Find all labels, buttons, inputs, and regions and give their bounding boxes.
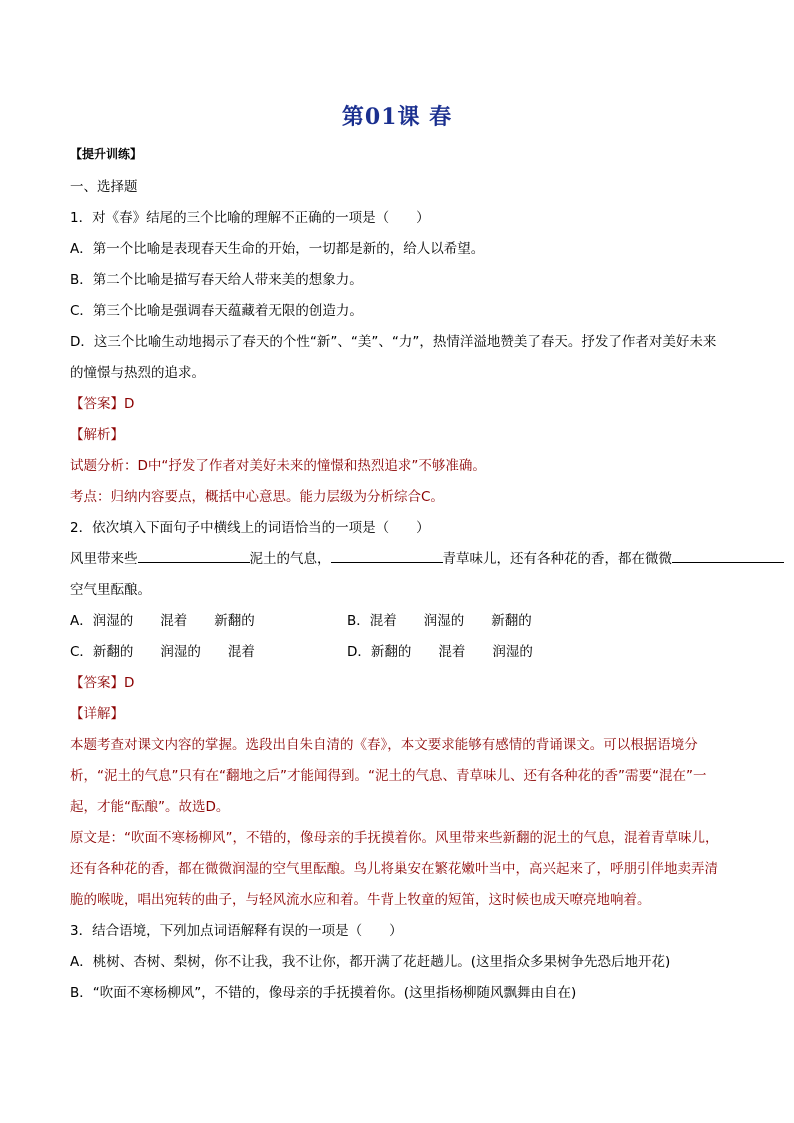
sentence-part-1: 风里带来些 xyxy=(70,551,138,567)
sentence-part-2: 泥土的气息， xyxy=(249,551,331,567)
question-2-option-a: A．润湿的 混着 新翻的 xyxy=(70,613,255,629)
question-1-option-a: A．第一个比喻是表现春天生命的开始，一切都是新的，给人以希望。 xyxy=(70,241,485,257)
question-3-option-b: B．“吹面不寒杨柳风”，不错的，像母亲的手抚摸着你。(这里指杨柳随风飘舞由自在) xyxy=(70,985,577,1001)
sentence-part-3: 青草味儿，还有各种花的香，都在微微 xyxy=(442,551,672,567)
question-1-option-b: B．第二个比喻是描写春天给人带来美的想象力。 xyxy=(70,272,363,288)
question-1-answer: 【答案】D xyxy=(70,396,135,412)
question-3-option-a: A．桃树、杏树、梨树，你不让我，我不让你，都开满了花赶趟儿。(这里指众多果树争先恐后地开花) xyxy=(70,954,671,970)
question-2-option-b: B．混着 润湿的 新翻的 xyxy=(347,613,532,629)
blank-3 xyxy=(672,548,784,563)
question-2-sentence xyxy=(70,544,724,575)
page-title: 第01课 春 xyxy=(341,104,453,130)
question-2-detail-2: 原文是：“吹面不寒杨柳风”，不错的，像母亲的手抚摸着你。风里带来些新翻的泥土的气息，混着青草味儿，还有各种花的香，都在微微润湿的空气里酝酿。鸟儿将巢安在繁花嫩叶当中，高兴起来了，呼朋引伴地卖弄清脆的喉咙，唱出宛转的曲子，与轻风流水应和着。牛背上牧童的短笛，这时候也成天嘹亮地响着。 xyxy=(70,830,719,908)
question-2-option-d: D．新翻的 混着 润湿的 xyxy=(347,644,533,660)
question-2-option-c: C．新翻的 润湿的 混着 xyxy=(70,644,255,660)
question-1-option-d: D．这三个比喻生动地揭示了春天的个性“新”、“美”、“力”，热情洋溢地赞美了春天。抒发了作者对美好未来的憧憬与热烈的追求。 xyxy=(70,334,717,381)
question-2-options-row-2 xyxy=(70,637,724,668)
question-2-detail-1: 本题考查对课文内容的掌握。选段出自朱自清的《春》，本文要求能够有感情的背诵课文。可以根据语境分析，“泥土的气息”只有在“翻地之后”才能闻得到。“泥土的气息、青草味儿、还有各种花的香”需要“混在”一起，才能“酝酿”。故选D。 xyxy=(70,737,707,815)
question-2-detail-label: 【详解】 xyxy=(70,706,124,722)
question-2-sentence-end: 空气里酝酿。 xyxy=(70,582,151,598)
question-2-stem: 2．依次填入下面句子中横线上的词语恰当的一项是（ ） xyxy=(70,520,430,536)
blank-2 xyxy=(331,548,443,563)
question-1-analysis-1: 试题分析：D中“抒发了作者对美好未来的憧憬和热烈追求”不够准确。 xyxy=(70,458,486,474)
section-heading: 一、选择题 xyxy=(70,179,138,195)
question-1-analysis-label: 【解析】 xyxy=(70,427,124,443)
question-2-options-row-1 xyxy=(70,606,724,637)
blank-1 xyxy=(138,548,250,563)
section-tag: 【提升训练】 xyxy=(70,147,143,161)
question-3-stem: 3．结合语境，下列加点词语解释有误的一项是（ ） xyxy=(70,923,403,939)
question-1-option-c: C．第三个比喻是强调春天蕴藏着无限的创造力。 xyxy=(70,303,363,319)
question-1-stem: 1．对《春》结尾的三个比喻的理解不正确的一项是（ ） xyxy=(70,210,430,226)
question-2-answer: 【答案】D xyxy=(70,675,135,691)
question-1-analysis-2: 考点：归纳内容要点，概括中心意思。能力层级为分析综合C。 xyxy=(70,489,444,505)
